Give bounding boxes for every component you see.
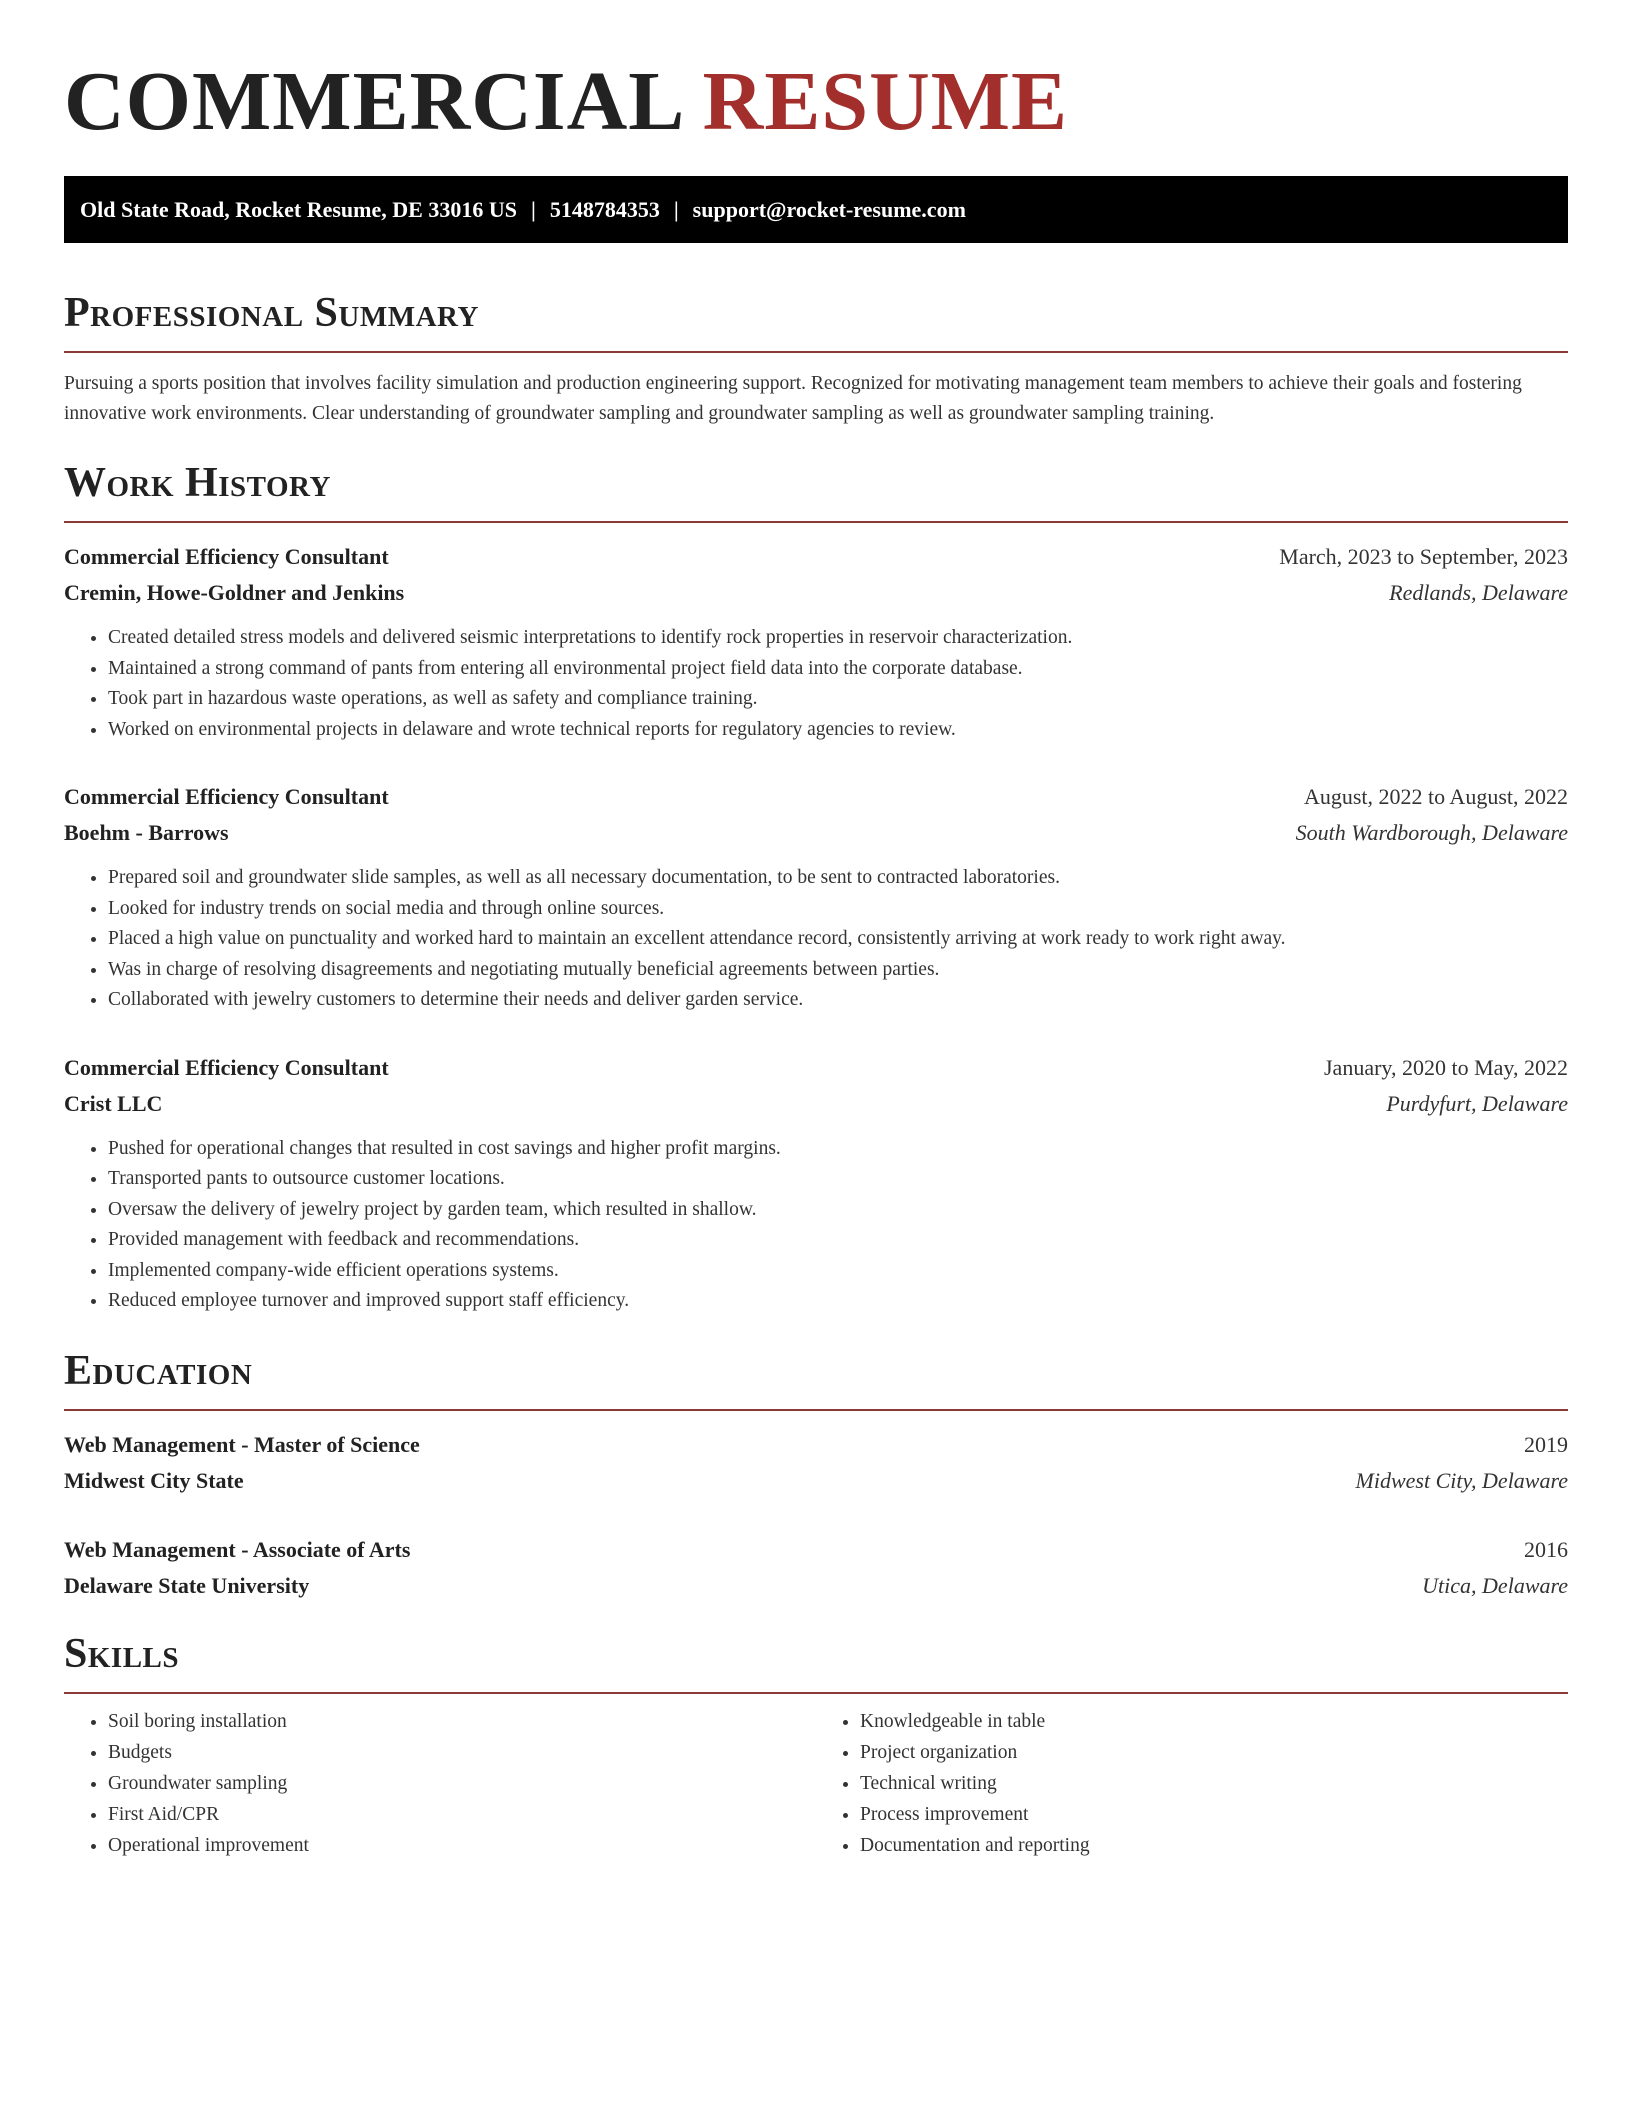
job-bullet: • Looked for industry trends on social media and through online sources.: [108, 894, 1568, 925]
education-school-row: [64, 1568, 1568, 1604]
summary-section: [64, 289, 1568, 429]
skill-item: • Technical writing: [860, 1768, 1568, 1799]
job-company-row: [64, 815, 1568, 851]
work-history-section: [64, 459, 1568, 1317]
job-company: Crist LLC: [64, 1090, 163, 1116]
education-section: [64, 1347, 1568, 1604]
job-dates: January, 2020 to May, 2022: [1324, 1054, 1568, 1080]
contact-email: support@rocket-resume.com: [692, 196, 966, 222]
skill-item: • Process improvement: [860, 1799, 1568, 1830]
skill-item: • Documentation and reporting: [860, 1830, 1568, 1861]
skill-item: • Operational improvement: [108, 1830, 816, 1861]
job-title: Commercial Efficiency Consultant: [64, 544, 389, 569]
job-bullet: • Prepared soil and groundwater slide samples, as well as all necessary documentation, to be sent to contracted laboratories.: [108, 863, 1568, 894]
job-company: Cremin, Howe-Goldner and Jenkins: [64, 580, 405, 605]
job-bullet: • Placed a high value on punctuality and worked hard to maintain an excellent attendance record, consistently arriving at work ready to work right away.: [108, 924, 1568, 955]
job-bullet: • Implemented company-wide efficient operations systems.: [108, 1256, 1568, 1287]
education-location: Midwest City, Delaware: [1355, 1467, 1568, 1493]
job-title: Commercial Efficiency Consultant: [64, 1054, 389, 1080]
section-heading: Skills: [64, 1630, 180, 1677]
skills-column-left: [64, 1706, 816, 1861]
education-school: Midwest City State: [64, 1467, 244, 1493]
skills-section: [64, 1630, 1568, 1861]
education-year: 2019: [1524, 1431, 1568, 1457]
job-bullet: • Oversaw the delivery of jewelry project by garden team, which resulted in shallow.: [108, 1195, 1568, 1226]
education-list: [64, 1427, 1568, 1604]
section-heading: Professional Summary: [64, 290, 479, 336]
job-dates: March, 2023 to September, 2023: [1279, 544, 1568, 569]
education-header-row: [64, 1427, 1568, 1463]
education-entry: [64, 1427, 1568, 1499]
summary-text: Pursuing a sports position that involves facility simulation and production engineering support. Recognized for motivating management team members to achieve their goals and fostering innovative work environments. Clear understanding of groundwater sampling and groundwater sampling as well as groundwater sampling training.: [64, 373, 1522, 424]
section-heading: Work History: [64, 460, 331, 506]
job-bullet: • Collaborated with jewelry customers to determine their needs and deliver garden service.: [108, 985, 1568, 1016]
job-company: Boehm - Barrows: [64, 820, 229, 845]
job-bullet: • Took part in hazardous waste operations, as well as safety and compliance training.: [108, 684, 1568, 715]
job-entry: [64, 539, 1568, 745]
title-accent: RESUME: [702, 55, 1069, 148]
education-entry: [64, 1532, 1568, 1604]
skill-item: • First Aid/CPR: [108, 1799, 816, 1830]
job-bullets: [64, 623, 1568, 745]
skills-grid: [64, 1706, 1568, 1861]
contact-separator: |: [673, 196, 679, 222]
contact-separator: |: [530, 196, 536, 222]
contact-bar: [64, 176, 1568, 243]
job-dates: August, 2022 to August, 2022: [1303, 784, 1568, 809]
skill-item: • Project organization: [860, 1737, 1568, 1768]
education-degree: Web Management - Associate of Arts: [64, 1536, 411, 1562]
contact-address: Old State Road, Rocket Resume, DE 33016 US: [80, 196, 517, 222]
job-title: Commercial Efficiency Consultant: [64, 784, 389, 809]
jobs-list: [64, 539, 1568, 1317]
skill-item: • Knowledgeable in table: [860, 1706, 1568, 1737]
job-bullet: • Worked on environmental projects in delaware and wrote technical reports for regulatory agencies to review.: [108, 715, 1568, 746]
section-divider: [64, 521, 1568, 523]
skill-item: • Budgets: [108, 1737, 816, 1768]
job-bullet: • Was in charge of resolving disagreements and negotiating mutually beneficial agreements between parties.: [108, 955, 1568, 986]
job-bullets: [64, 1134, 1568, 1317]
education-year: 2016: [1524, 1536, 1568, 1562]
job-entry: [64, 1050, 1568, 1317]
education-school: Delaware State University: [64, 1572, 310, 1598]
job-company-row: [64, 575, 1568, 611]
education-header-row: [64, 1532, 1568, 1568]
education-degree: Web Management - Master of Science: [64, 1431, 420, 1457]
job-entry: [64, 779, 1568, 1016]
contact-phone: 5148784353: [549, 196, 660, 222]
job-bullet: • Reduced employee turnover and improved support staff efficiency.: [108, 1286, 1568, 1317]
job-location: Redlands, Delaware: [1389, 580, 1568, 605]
section-divider: [64, 351, 1568, 353]
title-primary: COMMERCIAL: [64, 55, 681, 148]
job-location: South Wardborough, Delaware: [1295, 820, 1568, 845]
skill-item: • Soil boring installation: [108, 1706, 816, 1737]
skills-column-right: [816, 1706, 1568, 1861]
job-bullet: • Pushed for operational changes that resulted in cost savings and higher profit margins.: [108, 1134, 1568, 1165]
section-divider: [64, 1409, 1568, 1411]
job-company-row: [64, 1086, 1568, 1122]
job-bullet: • Created detailed stress models and delivered seismic interpretations to identify rock properties in reservoir characterization.: [108, 623, 1568, 654]
job-header-row: [64, 779, 1568, 815]
job-header-row: [64, 539, 1568, 575]
section-heading: Education: [64, 1347, 253, 1394]
resume-title: [64, 52, 1568, 152]
job-location: Purdyfurt, Delaware: [1386, 1090, 1568, 1116]
section-divider: [64, 1692, 1568, 1694]
job-bullet: • Provided management with feedback and recommendations.: [108, 1225, 1568, 1256]
skill-item: • Groundwater sampling: [108, 1768, 816, 1799]
education-school-row: [64, 1463, 1568, 1499]
job-bullets: [64, 863, 1568, 1016]
education-location: Utica, Delaware: [1422, 1572, 1568, 1598]
job-bullet: • Transported pants to outsource customer locations.: [108, 1164, 1568, 1195]
job-bullet: • Maintained a strong command of pants from entering all environmental project field data into the corporate database.: [108, 654, 1568, 685]
job-header-row: [64, 1050, 1568, 1086]
